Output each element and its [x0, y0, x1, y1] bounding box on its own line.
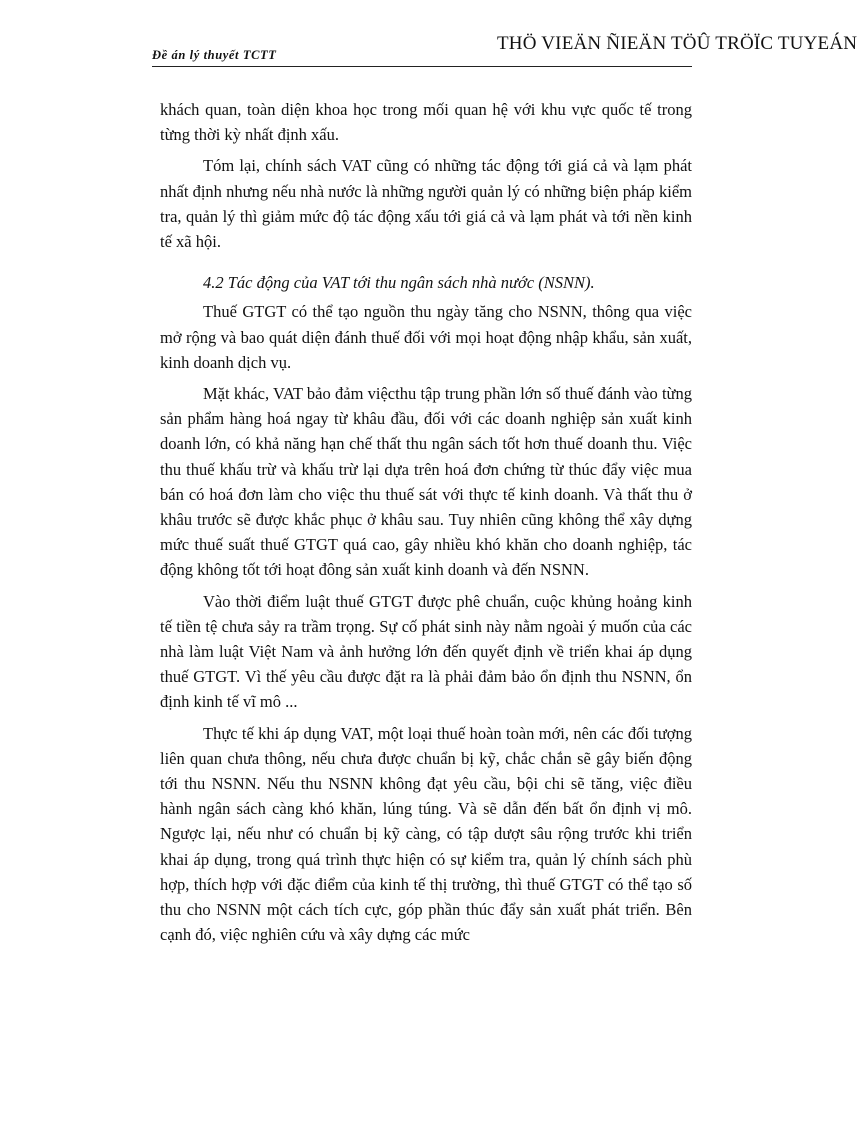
paragraph: Mặt khác, VAT bảo đảm việcthu tập trung phần lớn số thuế đánh vào từng sản phẩm hàng hoá ngay từ khâu đầu, đối với các doanh nghiệp sản xuất kinh doanh lớn, có khả năng hạn chế thất thu ngân sách tốt hơn thuế doanh thu. Việc thu thuế khấu trừ và khấu trừ lại dựa trên hoá đơn chứng từ thúc đẩy việc mua bán có hoá đơn làm cho việc thu thuế sát với thực tế kinh doanh. Và thất thu ở khâu trước sẽ được khắc phục ở khâu sau. Tuy nhiên cũng không thể xây dựng mức thuế suất thuế GTGT quá cao, gây nhiều khó khăn cho doanh nghiệp, tác động không tốt tới hoạt đông sản xuất kinh doanh và đến NSNN. [160, 384, 692, 580]
paragraph-summary: Tóm lại, chính sách VAT cũng có những tác động tới giá cả và lạm phát nhất định nhưng nếu nhà nước là những người quản lý có những biện pháp kiểm tra, quản lý thì giảm mức độ tác động xấu tới giá cả và lạm phát và tới nền kinh tế xã hội. [160, 156, 692, 252]
page-body [160, 97, 692, 954]
header-divider [152, 66, 692, 67]
section-heading: 4.2 Tác động của VAT tới thu ngân sách nhà nước (NSNN). [203, 273, 595, 293]
paragraph: Vào thời điểm luật thuế GTGT được phê chuẩn, cuộc khủng hoảng kinh tế tiền tệ chưa sảy ra trầm trọng. Sự cố phát sinh này nằm ngoài ý muốn của các nhà làm luật Việt Nam và ảnh hưởng lớn đến quyết định về triển khai áp dụng thuế GTGT. Vì thế yêu cầu được đặt ra là phải đảm bảo ổn định thu NSNN, ổn định kinh tế vĩ mô ... [160, 591, 692, 712]
document-header-title: Đề án lý thuyết TCTT [152, 48, 277, 62]
library-watermark-title: THÖ VIEÄN ÑIEÄN TÖÛ TRÖÏC TUYEÁN [497, 33, 857, 54]
paragraph-continued: khách quan, toàn diện khoa học trong mối quan hệ với khu vực quốc tế trong từng thời kỳ nhất định xấu. [160, 100, 692, 145]
paragraph: Thực tế khi áp dụng VAT, một loại thuế hoàn toàn mới, nên các đối tượng liên quan chưa thông, nếu chưa được chuẩn bị kỹ, chắc chắn sẽ gây biến động tới thu NSNN. Nếu thu NSNN không đạt yêu cầu, bội chi sẽ tăng, việc điều hành ngân sách càng khó khăn, lúng túng. Và sẽ dẫn đến bất ổn định vị mô. Ngược lại, nếu như có chuẩn bị kỹ càng, có tập dượt sâu rộng trước khi triển khai áp dụng, trong quá trình thực hiện có sự kiểm tra, quản lý chính sách phù hợp, thích hợp với đặc điểm của kinh tế thị trường, thì thuế GTGT có thể tạo số thu cho NSNN một cách tích cực, góp phần thúc đẩy sản xuất phát triển. Bên cạnh đó, việc nghiên cứu và xây dựng các mức [160, 723, 692, 945]
paragraph: Thuế GTGT có thể tạo nguồn thu ngày tăng cho NSNN, thông qua việc mở rộng và bao quát diện đánh thuế đối với mọi hoạt động nhập khẩu, sản xuất, kinh doanh dịch vụ. [160, 302, 692, 372]
